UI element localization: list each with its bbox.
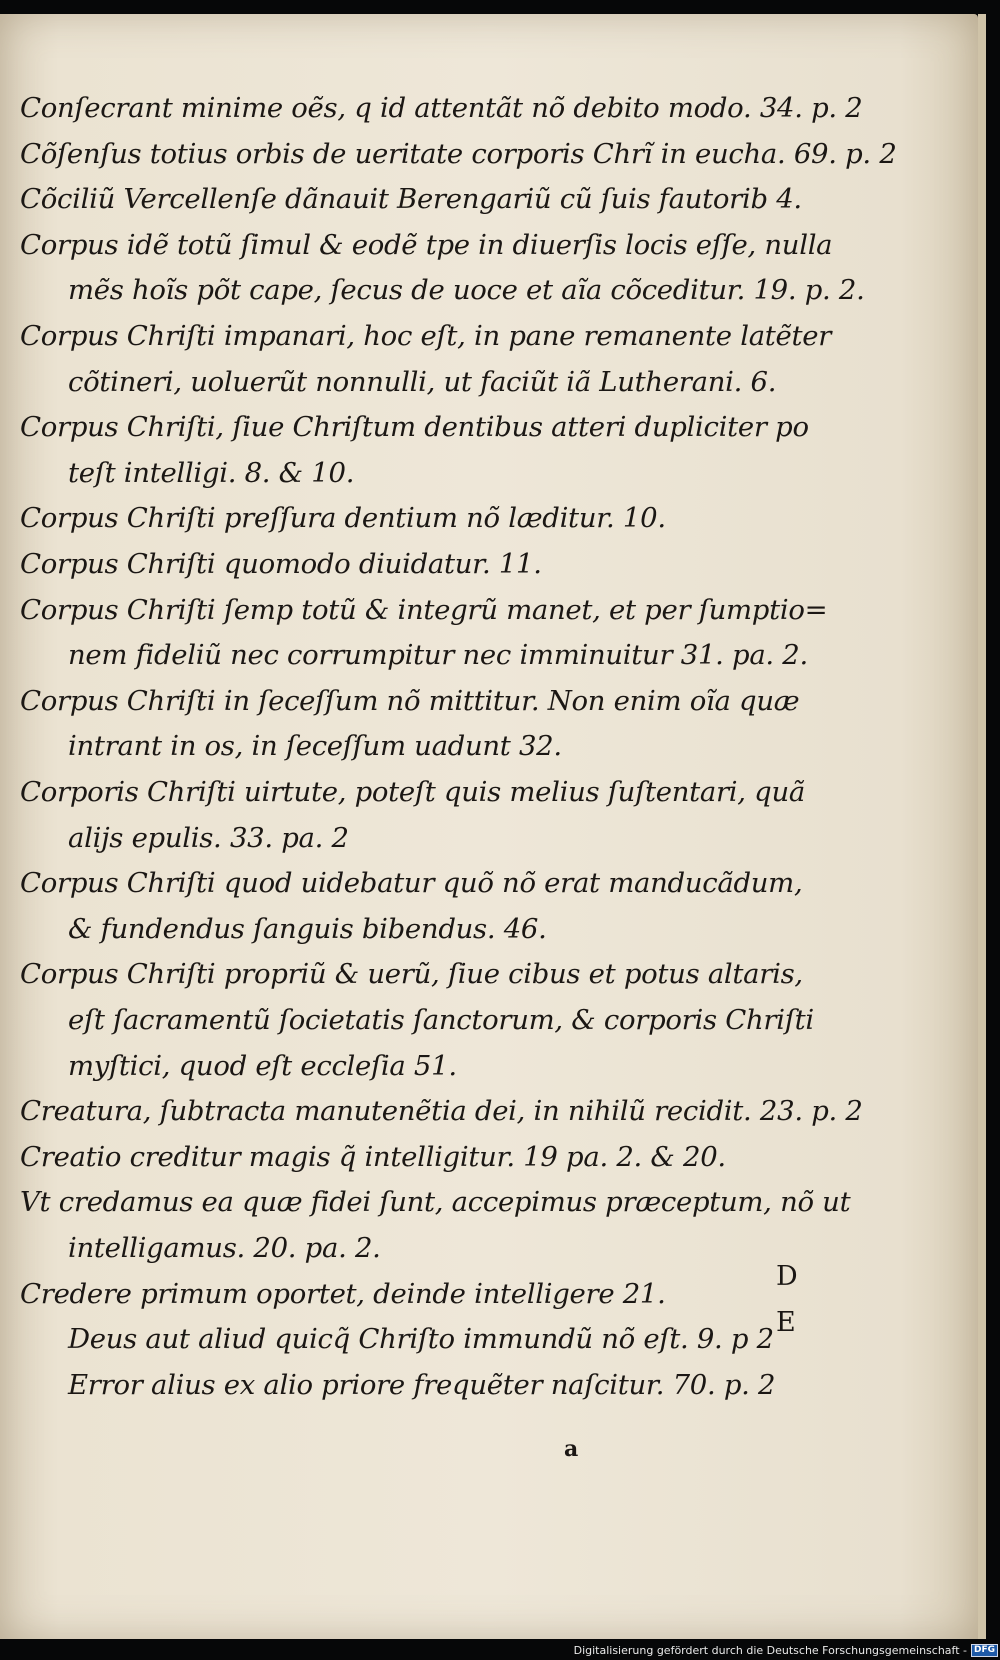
gutter-letter-d: D [776,1261,798,1292]
index-entry: Cõciliũ Vercellenſe dãnauit Berengariũ cũ ſuis fautorib 4. [20,183,802,216]
index-entry: Corpus Chriſti ſemp totũ & integrũ manet, et per ſumptio= [20,593,828,626]
index-entry-continuation: myſtici, quod eſt eccleſia 51. [68,1049,457,1082]
index-entry: Creatio creditur magis q̃ intelligitur. 19 pa. 2. & 20. [20,1140,726,1173]
index-entry: Vt credamus ea quæ fidei ſunt, accepimus præceptum, nõ ut [20,1186,851,1219]
index-entry-continuation: cõtineri, uoluerũt nonnulli, ut faciũt iã Lutherani. 6. [68,365,777,398]
index-entry-continuation: intelligamus. 20. pa. 2. [68,1232,381,1264]
dfg-logo: DFG [971,1644,998,1657]
index-entry-continuation: Error alius ex alio priore frequẽter naſcitur. 70. p. 2 [68,1368,776,1401]
page-edge [978,14,986,1639]
index-entry-continuation: alijs epulis. 33. pa. 2 [68,821,349,854]
signature-mark: a [564,1436,579,1462]
index-entry: Corpus Chriſti propriũ & uerũ, ſiue cibus et potus altaris, [20,958,803,991]
digitization-footer [573,1641,1000,1660]
index-entry: Cõſenſus totius orbis de ueritate corporis Chrĩ in eucha. 69. p. 2 [20,137,897,170]
index-entry: Corpus Chriſti impanari, hoc eſt, in pane remanente latẽter [20,320,832,352]
index-entry-continuation: teſt intelligi. 8. & 10. [68,456,355,489]
index-entry: Corpus Chriſti quomodo diuidatur. 11. [20,548,542,580]
index-entry: Corpus Chriſti in ſeceſſum nõ mittitur. Non enim oĩa quæ [20,684,800,717]
index-entry-continuation: nem fideliũ nec corrumpitur nec imminuitur 31. pa. 2. [68,639,808,672]
index-entry-continuation: intrant in os, in ſeceſſum uadunt 32. [68,730,562,763]
footer-credit: Digitalisierung gefördert durch die Deutsche Forschungsgemeinschaft - [573,1644,967,1657]
index-entry: Conſecrant minime oẽs, q id attentãt nõ debito modo. 34. p. 2 [20,92,863,124]
index-entry-continuation: Deus aut aliud quicq̃ Chriſto immundũ nõ eſt. 9. p 2 [68,1323,774,1356]
gutter-letter-e: E [776,1307,796,1338]
index-entry: Corpus idẽ totũ ſimul & eodẽ tpe in diuerſis locis eſſe, nulla [20,228,833,261]
index-entry: Corpus Chriſti quod uidebatur quõ nõ erat manducãdum, [20,867,803,900]
index-entry-continuation: mẽs hoĩs põt cape, ſecus de uoce et aĩa cõceditur. 19. p. 2. [68,274,865,307]
index-entry-continuation: & fundendus ſanguis bibendus. 46. [68,912,547,945]
index-entry: Corpus Chriſti, ſiue Chriſtum dentibus atteri dupliciter po [20,411,809,444]
index-entry: Creatura, ſubtracta manutenẽtia dei, in nihilũ recidit. 23. p. 2 [20,1095,863,1128]
index-entry: Corpus Chriſti preſſura dentium nõ læditur. 10. [20,502,666,535]
index-entry: Corporis Chriſti uirtute, poteſt quis melius ſuſtentari, quã [20,776,805,808]
index-entry: Credere primum oportet, deinde intelligere 21. [20,1277,666,1310]
index-entry-continuation: eſt ſacramentũ ſocietatis ſanctorum, & corporis Chriſti [68,1004,814,1036]
